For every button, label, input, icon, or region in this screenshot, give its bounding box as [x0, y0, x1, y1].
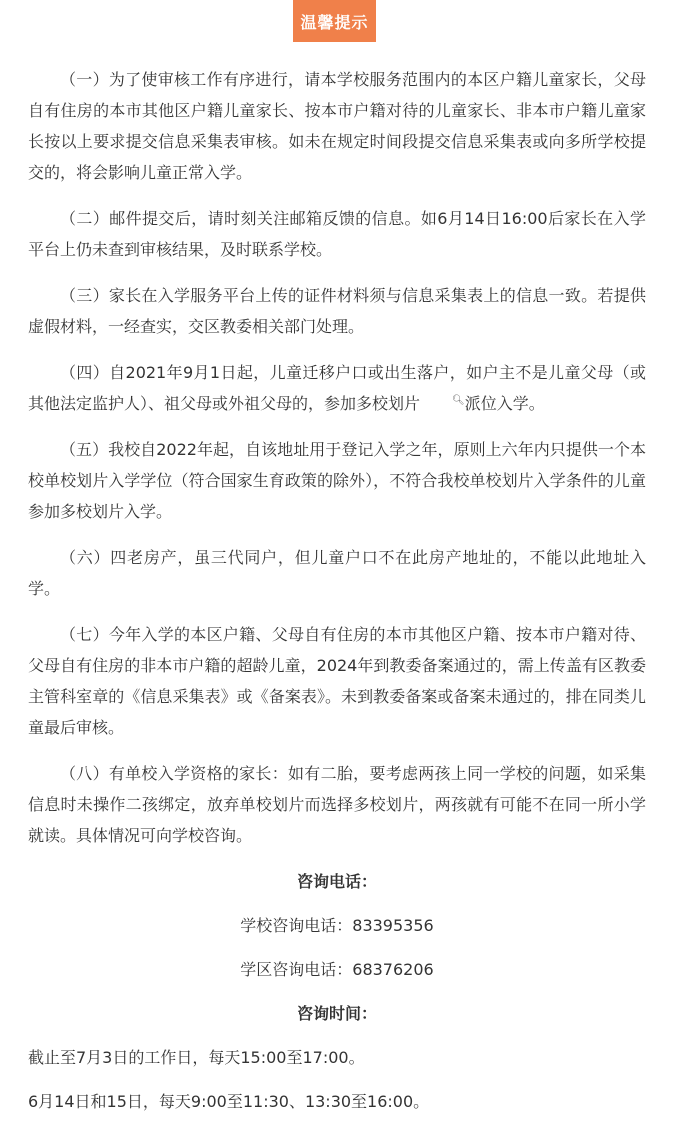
notice-item-5: （五）我校自2022年起，自该地址用于登记入学之年，原则上六年内只提供一个本校单校划片入学学位（符合国家生育政策的除外），不符合我校单校划片入学条件的儿童参加多校划片入学。: [28, 440, 646, 521]
notice-banner: [293, 0, 376, 42]
notice-item-3: （三）家长在入学服务平台上传的证件材料须与信息采集表上的信息一致。若提供虚假材料，一经查实，交区教委相关部门处理。: [28, 286, 646, 336]
notice-item-2: （二）邮件提交后，请时刻关注邮箱反馈的信息。如6月14日16:00后家长在入学平台上仍未查到审核结果，及时联系学校。: [28, 209, 646, 259]
notice-item-4-text-after: 派位入学。: [464, 394, 545, 413]
multi-school-link[interactable]: 多校划片: [356, 394, 421, 413]
hours-line-2: 6月14日和15日，每天9:00至11:30、13:30至16:00。: [28, 1092, 430, 1111]
notice-item-4-text-before: （四）自2021年9月1日起，儿童迁移户口或出生落户，如户主不是儿童父母（或其他法定监护人）、祖父母或外祖父母的，参加: [28, 363, 646, 413]
school-phone: 学校咨询电话：83395356: [240, 916, 434, 935]
notice-item-8: （八）有单校入学资格的家长：如有二胎，要考虑两孩上同一学校的问题，如采集信息时未操作二孩绑定，放弃单校划片而选择多校划片，两孩就有可能不在同一所小学就读。具体情况可向学校咨询。: [28, 764, 646, 845]
district-phone: 学区咨询电话：68376206: [240, 960, 434, 979]
notice-item-4: [28, 357, 646, 419]
banner-title: 温馨提示: [300, 12, 369, 32]
notice-item-6: （六）四老房产，虽三代同户，但儿童户口不在此房产地址的，不能以此地址入学。: [28, 548, 646, 598]
notice-item-7: （七）今年入学的本区户籍、父母自有住房的本市其他区户籍、按本市户籍对待、父母自有住房的非本市户籍的超龄儿童，2024年到教委备案通过的，需上传盖有区教委主管科室章的《信息采集表》或《备案表》。未到教委备案或备案未通过的，排在同类儿童最后审核。: [28, 625, 646, 737]
notice-content: [28, 64, 646, 1130]
hours-line-1: 截止至7月3日的工作日，每天15:00至17:00。: [28, 1048, 365, 1067]
contact-heading: 咨询电话：: [296, 872, 377, 891]
search-icon[interactable]: 🔍︎: [452, 394, 465, 406]
notice-item-1: （一）为了使审核工作有序进行，请本学校服务范围内的本区户籍儿童家长，父母自有住房的本市其他区户籍儿童家长、按本市户籍对待的儿童家长、非本市户籍儿童家长按以上要求提交信息采集表审核。如未在规定时间段提交信息采集表或向多所学校提交的，将会影响儿童正常入学。: [28, 70, 646, 182]
hours-heading: 咨询时间：: [296, 1004, 377, 1023]
